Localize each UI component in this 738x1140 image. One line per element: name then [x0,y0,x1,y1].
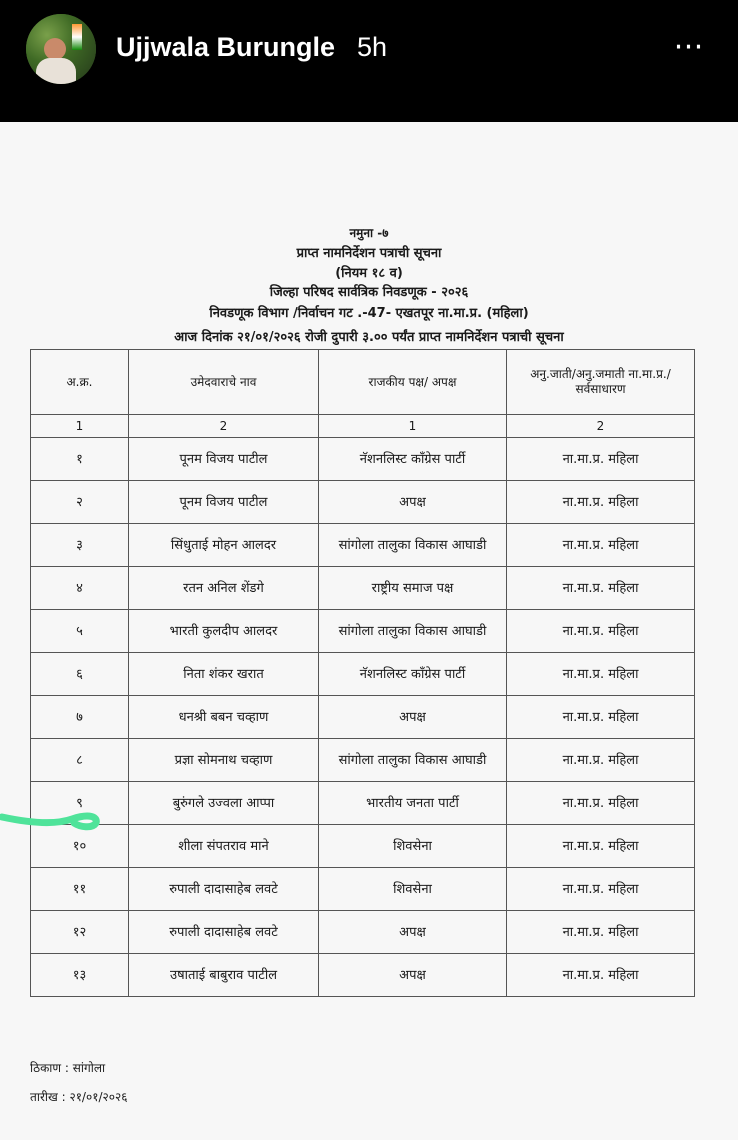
cell-category: ना.मा.प्र. महिला [507,610,695,653]
table-row [31,610,695,653]
cell-candidate-name: रुपाली दादासाहेब लवटे [129,911,319,954]
cell-candidate-name: रुपाली दादासाहेब लवटे [129,868,319,911]
highlight-marker-stroke [0,805,110,841]
cell-candidate-name: पूनम विजय पाटील [129,481,319,524]
notice-document [0,122,738,1140]
form-number: नमुना -७ [349,226,389,240]
cell-serial: १ [31,438,129,481]
cell-category: ना.मा.प्र. महिला [507,524,695,567]
notice-title: प्राप्त नामनिर्देशन पत्राची सूचना [296,246,442,261]
cell-party: राष्ट्रीय समाज पक्ष [319,567,507,610]
cell-serial: ९ [31,782,129,825]
table-row [31,567,695,610]
cell-category: ना.मा.प्र. महिला [507,868,695,911]
cell-serial: ४ [31,567,129,610]
table-row [31,481,695,524]
cell-party: सांगोला तालुका विकास आघाडी [319,610,507,653]
header-serial: अ.क्र. [31,350,129,415]
avatar[interactable] [26,14,96,84]
table-row [31,739,695,782]
cell-candidate-name: रतन अनिल शेंडगे [129,567,319,610]
cell-candidate-name: पूनम विजय पाटील [129,438,319,481]
cell-serial: ५ [31,610,129,653]
more-options-icon[interactable]: ⋯ [673,29,705,64]
cell-serial: १३ [31,954,129,997]
cell-category: ना.मा.प्र. महिला [507,567,695,610]
column-number: 2 [507,415,695,438]
cell-candidate-name: धनश्री बबन चव्हाण [129,696,319,739]
column-number: 2 [129,415,319,438]
election-name: जिल्हा परिषद सार्वत्रिक निवडणूक - २०२६ [269,285,469,300]
cell-serial: २ [31,481,129,524]
cell-category: ना.मा.प्र. महिला [507,696,695,739]
cell-candidate-name: शीला संपतराव माने [129,825,319,868]
cell-serial: १० [31,825,129,868]
cell-party: नॅशनलिस्ट काँग्रेस पार्टी [319,653,507,696]
cell-candidate-name: भारती कुलदीप आलदर [129,610,319,653]
cell-category: ना.मा.प्र. महिला [507,911,695,954]
post-time: 5h [357,32,388,62]
cell-category: ना.मा.प्र. महिला [507,481,695,524]
cell-serial: ३ [31,524,129,567]
cell-serial: १२ [31,911,129,954]
rule-reference: (नियम १८ व) [335,266,403,281]
cell-party: नॅशनलिस्ट काँग्रेस पार्टी [319,438,507,481]
cell-serial: ६ [31,653,129,696]
header-candidate: उमेदवाराचे नाव [129,350,319,415]
notice-date-line: आज दिनांक २१/०१/२०२६ रोजी दुपारी ३.०० पर्यंत प्राप्त नामनिर्देशन पत्राची सूचना [174,330,564,345]
column-number: 1 [319,415,507,438]
cell-party: अपक्ष [319,696,507,739]
header-category: अनु.जाती/अनु.जमाती ना.मा.प्र./सर्वसाधारण [507,350,695,415]
table-row [31,653,695,696]
cell-party: अपक्ष [319,911,507,954]
username[interactable]: Ujjwala Burungle [116,32,336,62]
table-row [31,696,695,739]
column-number: 1 [31,415,129,438]
cell-candidate-name: निता शंकर खरात [129,653,319,696]
table-row [31,524,695,567]
nominations-table [30,349,695,997]
cell-serial: ७ [31,696,129,739]
cell-category: ना.मा.प्र. महिला [507,782,695,825]
table-row [31,868,695,911]
cell-party: भारतीय जनता पार्टी [319,782,507,825]
cell-party: शिवसेना [319,868,507,911]
cell-category: ना.मा.प्र. महिला [507,739,695,782]
table-row [31,782,695,825]
cell-party: सांगोला तालुका विकास आघाडी [319,524,507,567]
table-row [31,825,695,868]
cell-category: ना.मा.प्र. महिला [507,653,695,696]
cell-party: शिवसेना [319,825,507,868]
cell-category: ना.मा.प्र. महिला [507,954,695,997]
cell-serial: ११ [31,868,129,911]
header-party: राजकीय पक्ष/ अपक्ष [319,350,507,415]
cell-candidate-name: उषाताई बाबुराव पाटील [129,954,319,997]
cell-candidate-name: प्रज्ञा सोमनाथ चव्हाण [129,739,319,782]
cell-party: सांगोला तालुका विकास आघाडी [319,739,507,782]
column-number-row [31,415,695,438]
table-row [31,954,695,997]
cell-candidate-name: बुरुंगले उज्वला आप्पा [129,782,319,825]
cell-party: अपक्ष [319,954,507,997]
cell-category: ना.मा.प्र. महिला [507,825,695,868]
table-row [31,438,695,481]
date-line: तारीख : २१/०१/२०२६ [30,1090,128,1104]
cell-candidate-name: सिंधुताई मोहन आलदर [129,524,319,567]
table-header-row [31,350,695,415]
table-row [31,911,695,954]
post-header [0,0,738,122]
cell-serial: ८ [31,739,129,782]
cell-category: ना.मा.प्र. महिला [507,438,695,481]
cell-party: अपक्ष [319,481,507,524]
place-line: ठिकाण : सांगोला [30,1061,106,1075]
constituency: निवडणूक विभाग /निर्वाचन गट .-47- एखतपूर ना.मा.प्र. (महिला) [209,306,529,321]
